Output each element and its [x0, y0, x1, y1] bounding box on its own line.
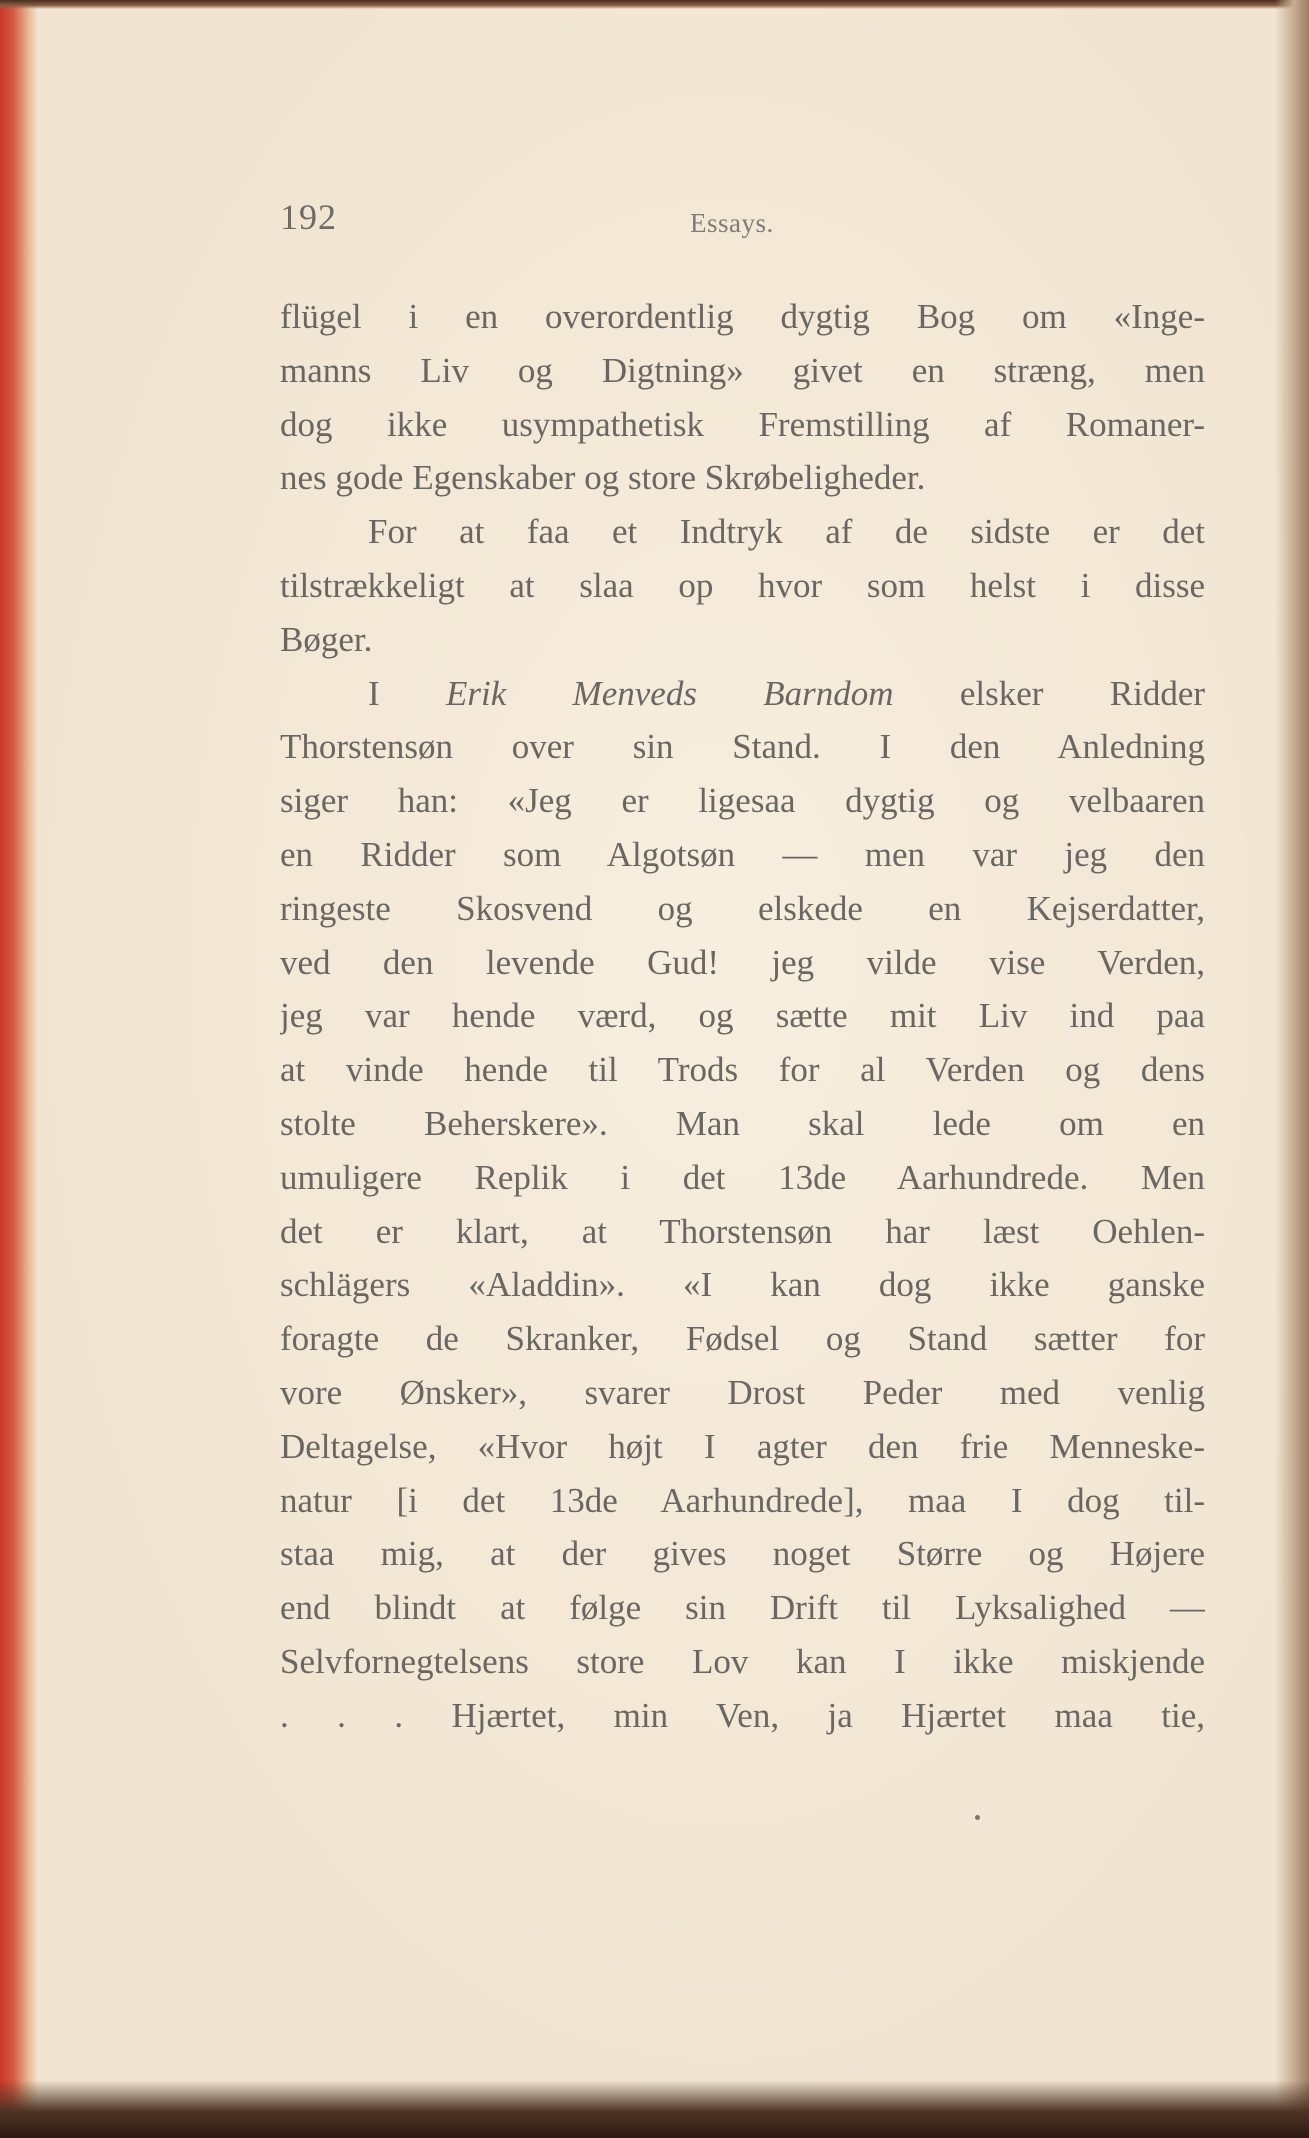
text-line: det er klart, at Thorstensøn har læst Oehlen-	[280, 1211, 1205, 1251]
text-line: foragte de Skranker, Fødsel og Stand sætter for	[280, 1319, 1205, 1359]
text-line: tilstrækkeligt at slaa op hvor som helst i disse	[280, 565, 1205, 605]
text-line: jeg var hende værd, og sætte mit Liv ind paa	[280, 996, 1205, 1036]
text-line: For at faa et Indtryk af de sidste er det	[368, 512, 1205, 552]
book-binding-edge	[0, 0, 38, 2138]
page-number: 192	[280, 197, 337, 237]
text-line: staa mig, at der gives noget Større og Højere	[280, 1534, 1205, 1574]
text-line: natur [i det 13de Aarhundrede], maa I dog til-	[280, 1480, 1205, 1520]
text-line: manns Liv og Digtning» givet en stræng, men	[280, 350, 1205, 390]
page-header	[280, 196, 1210, 256]
text-line: end blindt at følge sin Drift til Lyksalighed —	[280, 1588, 1205, 1628]
line-suffix: elsker Ridder	[893, 673, 1205, 713]
text-line: Deltagelse, «Hvor højt I agter den frie Menneske-	[280, 1426, 1205, 1466]
text-line: nes gode Egenskaber og store Skrøbeligheder.	[280, 458, 926, 498]
page-bottom-edge	[0, 2080, 1309, 2138]
text-line: umuligere Replik i det 13de Aarhundrede. Men	[280, 1157, 1205, 1197]
text-line: flügel i en overordentlig dygtig Bog om «Inge-	[280, 297, 1205, 336]
text-line-with-title	[280, 667, 1205, 721]
text-line: dog ikke usympathetisk Fremstilling af Romaner-	[280, 404, 1205, 444]
text-line: ved den levende Gud! jeg vilde vise Verden,	[280, 942, 1205, 982]
text-line: ringeste Skosvend og elskede en Kejserdatter,	[280, 888, 1205, 928]
running-head: Essays.	[690, 208, 774, 238]
page-top-edge	[0, 0, 1309, 9]
text-line: Thorstensøn over sin Stand. I den Anledning	[280, 727, 1205, 767]
text-line: Selvfornegtelsens store Lov kan I ikke miskjende	[280, 1641, 1205, 1681]
text-line: vore Ønsker», svarer Drost Peder med venlig	[280, 1372, 1205, 1412]
book-title: Erik Menveds Barndom	[445, 673, 894, 713]
ink-speck	[975, 1815, 980, 1820]
text-line: en Ridder som Algotsøn — men var jeg den	[280, 834, 1205, 874]
text-line: Bøger.	[280, 619, 373, 659]
page-right-edge	[1275, 0, 1309, 2138]
body-text	[280, 290, 1205, 1743]
text-line: stolte Beherskere». Man skal lede om en	[280, 1103, 1205, 1143]
line-prefix: I	[368, 673, 446, 713]
text-line: at vinde hende til Trods for al Verden og dens	[280, 1050, 1205, 1090]
text-line: siger han: «Jeg er ligesaa dygtig og velbaaren	[280, 781, 1205, 821]
text-line: schlägers «Aladdin». «I kan dog ikke ganske	[280, 1265, 1205, 1305]
text-line: . . . Hjærtet, min Ven, ja Hjærtet maa tie,	[280, 1695, 1205, 1735]
